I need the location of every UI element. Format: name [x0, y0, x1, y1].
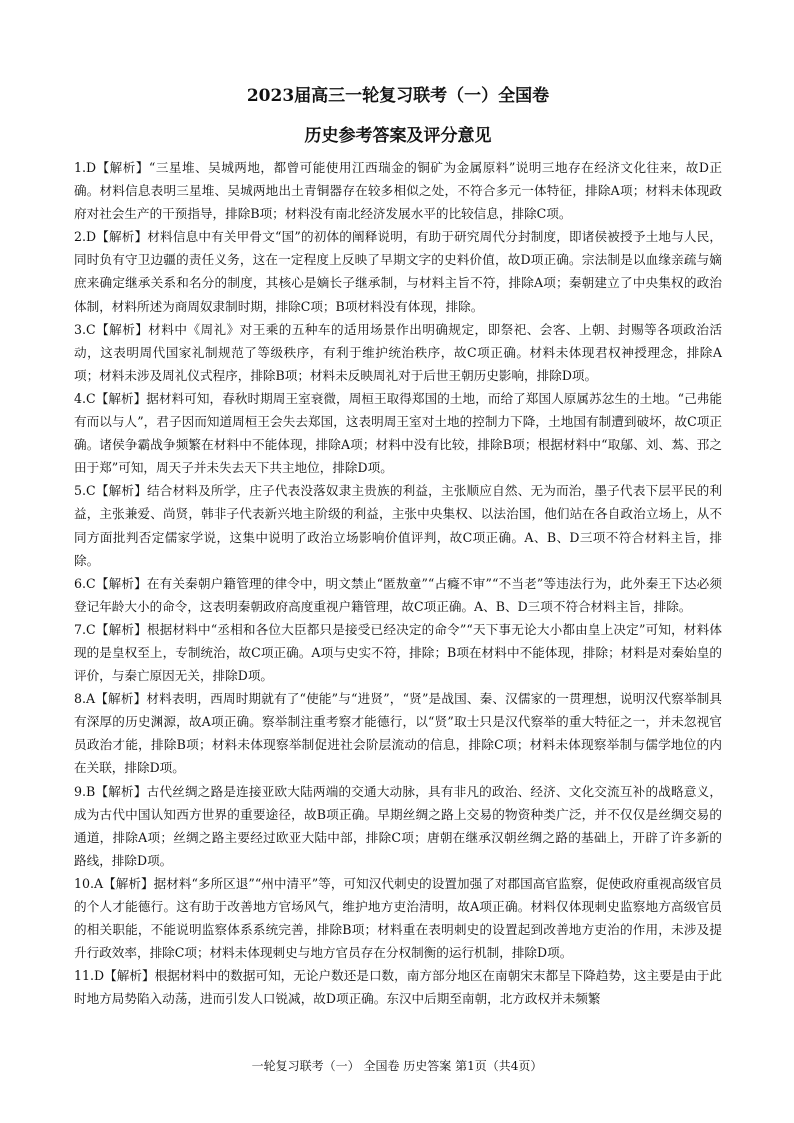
answer-item-5: 5.C【解析】结合材料及所学，庄子代表没落奴隶主贵族的利益，主张顺应自然、无为而治，墨子代表下层平民的利益，主张兼爱、尚贤，韩非子代表新兴地主阶级的利益，主张中央集权、以法治国，他们站在各自政治立场上，从不同方面批判否定儒家学说，这集中说明了政治立场影响价值评判，故C项正确。A、B、D三项不符合材料主旨，排除。 — [74, 483, 722, 568]
answer-item-8: 8.A【解析】材料表明，西周时期就有了“使能”与“进贤”，“贤”是战国、秦、汉儒家的一贯理想，说明汉代察举制具有深厚的历史渊源，故A项正确。察举制注重考察才能德行，以“贤”取士只是汉代察举的重大特征之一，并未忽视官员政治才能，排除B项；材料未体现察举制促进社会阶层流动的信息，排除C项；材料未体现察举制与儒学地位的内在关联，排除D项。 — [74, 691, 722, 776]
answer-item-4: 4.C【解析】据材料可知，春秋时期周王室衰微，周桓王取得郑国的土地，而给了郑国人原属苏忿生的土地。“己弗能有而以与人”，君子因而知道周桓王会失去郑国，这表明周王室对土地的控制力下降，土地国有制遭到破坏，故C项正确。诸侯争霸战争频繁在材料中不能体现，排除A项；材料中没有比较，排除B项；根据材料中“取鄔、刘、蒍、邘之田于郑”可知，周天子并未失去天下共主地位，排除D项。 — [74, 390, 722, 476]
answer-item-1: 1.D【解析】“三星堆、吴城两地，都曾可能使用江西瑞金的铜矿为金属原料”说明三地存在经济文化往来，故D正确。材料信息表明三星堆、吴城两地出土青铜器存在较多相似之处，不符合多元一体特征，排除A项；材料未体现政府对社会生产的干预指导，排除B项；材料没有南北经济发展水平的比较信息，排除C项。 — [74, 160, 722, 222]
answer-item-2: 2.D【解析】材料信息中有关甲骨文“国”的初体的阐释说明，有助于研究周代分封制度，即诸侯被授予土地与人民，同时负有守卫边疆的责任义务，这在一定程度上反映了早期文字的史料价值，故D项正确。宗法制是以血缘亲疏与嫡庶来确定继承关系和名分的制度，其核心是嫡长子继承制，与材料主旨不符，排除A项；秦朝建立了中央集权的政治体制，材料所述为商周奴隶制时期，排除C项；B项材料没有体现，排除。 — [74, 229, 722, 314]
document-subtitle: 历史参考答案及评分意见 — [304, 126, 492, 146]
page-footer: 一轮复习联考（一） 全国卷 历史答案 第1页（共4页） — [251, 1059, 543, 1073]
answer-item-10: 10.A【解析】据材料“多所区退”“州中清平”等，可知汉代刺史的设置加强了对郡国高官监察，促使政府重视高级官员的个人才能德行。这有助于改善地方官场风气，维护地方吏治清明，故A项正确。材料仅体现刺史监察地方高级官员的相关职能，不能说明监察体系系统完善，排除B项；材料重在表明刺史的设置起到改善地方吏治的作用，未涉及提升行政效率，排除C项；材料未体现刺史与地方官员存在分权制衡的运行机制，排除D项。 — [74, 875, 722, 961]
answer-item-3: 3.C【解析】材料中《周礼》对王乘的五种车的适用场景作出明确规定，即祭祀、会客、上朝、封赐等各项政治活动，这表明周代国家礼制规范了等级秩序，有利于维护统治秩序，故C项正确。材料未体现君权神授理念，排除A项；材料未涉及周礼仪式程序，排除B项；材料未反映周礼对于后世王朝历史影响，排除D项。 — [74, 321, 722, 383]
document-title: 2023届高三一轮复习联考（一）全国卷 — [246, 86, 550, 106]
answer-item-7: 7.C【解析】根据材料中“丞相和各位大臣都只是接受已经决定的命令”“天下事无论大小都由皇上决定”可知，材料体现的是皇权至上，专制统治，故C项正确。A项与史实不符，排除；B项在材料中不能体现，排除；材料是对秦始皇的评价，与秦亡原因无关，排除D项。 — [74, 621, 722, 684]
answer-item-11: 11.D【解析】根据材料中的数据可知，无论户数还是口数，南方部分地区在南朝宋末都呈下降趋势，这主要是由于此时地方局势陷入动荡，进而引发人口锐减，故D项正确。东汉中后期至南朝，北方政权并未频繁 — [74, 968, 722, 1007]
answer-list — [74, 156, 722, 1010]
answer-item-9: 9.B【解析】古代丝绸之路是连接亚欧大陆两端的交通大动脉，具有非凡的政治、经济、文化交流互补的战略意义，成为古代中国认知西方世界的重要途径，故B项正确。早期丝绸之路上交易的物资种类广泛，并不仅仅是丝绸交易的通道，排除A项；丝绸之路主要经过欧亚大陆中部，排除C项；唐朝在继承汉朝丝绸之路的基础上，开辟了许多新的路线，排除D项。 — [74, 783, 722, 868]
answer-item-6: 6.C【解析】在有关秦朝户籍管理的律令中，明文禁止“匿敖童”“占癃不审”“不当老”等违法行为，此外秦王下达必须登记年龄大小的命令，这表明秦朝政府高度重视户籍管理，故C项正确。A、B、D三项不符合材料主旨，排除。 — [74, 575, 722, 614]
